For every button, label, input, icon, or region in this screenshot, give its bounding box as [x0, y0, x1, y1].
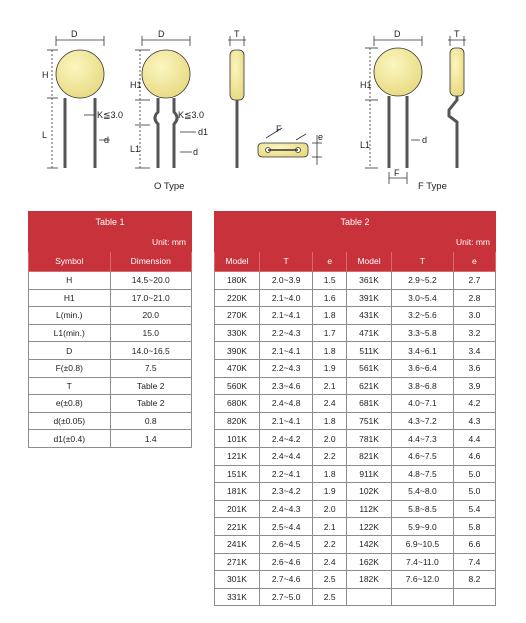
table-cell: 271K: [215, 553, 260, 571]
table-2-unit: Unit: mm: [215, 233, 496, 252]
table-cell: 17.0~21.0: [110, 289, 192, 307]
table-cell: 2.1~4.1: [259, 412, 312, 430]
table-cell: 1.8: [313, 465, 347, 483]
table-1-unit: Unit: mm: [29, 233, 192, 252]
table-row: [29, 359, 192, 377]
table-cell: 20.0: [110, 307, 192, 325]
table-cell: 511K: [347, 342, 392, 360]
table-row: [215, 342, 496, 360]
column-header: Symbol: [29, 252, 111, 272]
table-cell: [453, 588, 495, 606]
bottom-view: [258, 128, 322, 165]
table-cell: 2.1: [313, 518, 347, 536]
table-cell: 2.4~4.8: [259, 395, 312, 413]
o-type-side-view: [228, 36, 246, 168]
table-row: [215, 465, 496, 483]
table-cell: 2.0: [313, 500, 347, 518]
table-cell: 821K: [347, 447, 392, 465]
table-row: [215, 588, 496, 606]
column-header: Model: [215, 252, 260, 272]
table-cell: 471K: [347, 324, 392, 342]
table-cell: 820K: [215, 412, 260, 430]
table-row: [29, 412, 192, 430]
table-row: [29, 272, 192, 290]
table-cell: 3.0~5.4: [392, 289, 454, 307]
dim-l1-label: L1: [360, 140, 371, 150]
table-cell: 2.2: [313, 535, 347, 553]
table-cell: 4.6: [453, 447, 495, 465]
dim-h1-label: H1: [130, 80, 142, 90]
table-cell: 3.0: [453, 307, 495, 325]
table-row: [215, 518, 496, 536]
table-row: [29, 289, 192, 307]
table-cell: 1.5: [313, 272, 347, 290]
table-row: [29, 342, 192, 360]
table-row: [215, 272, 496, 290]
table-cell: 2.5~4.4: [259, 518, 312, 536]
table-cell: 5.0: [453, 465, 495, 483]
table-cell: 5.0: [453, 483, 495, 501]
dim-f-label: F: [394, 168, 400, 178]
table-row: [215, 359, 496, 377]
table-cell: 3.4~6.1: [392, 342, 454, 360]
table-cell: 241K: [215, 535, 260, 553]
table-cell: 220K: [215, 289, 260, 307]
table-cell: 2.4: [313, 395, 347, 413]
table-row: [29, 395, 192, 413]
column-header: e: [313, 252, 347, 272]
table-cell: 4.3~7.2: [392, 412, 454, 430]
table-row: [215, 500, 496, 518]
table-cell: 1.8: [313, 307, 347, 325]
table-cell: 2.2~4.3: [259, 359, 312, 377]
table-cell: 5.4: [453, 500, 495, 518]
table-cell: 2.6~4.6: [259, 553, 312, 571]
dim-d1-label: d1: [198, 127, 209, 137]
table-cell: 2.6~4.5: [259, 535, 312, 553]
table-cell: H1: [29, 289, 111, 307]
table-cell: 5.8: [453, 518, 495, 536]
table-cell: 151K: [215, 465, 260, 483]
table-2-body: [215, 272, 496, 606]
f-type-caption: F Type: [418, 181, 447, 192]
table-cell: 2.0: [313, 430, 347, 448]
table-cell: 3.9: [453, 377, 495, 395]
dim-h-label: H: [42, 70, 49, 80]
table-2-title: Table 2: [215, 212, 496, 233]
table-cell: [392, 588, 454, 606]
o-type-front-view: [47, 36, 110, 170]
table-cell: 5.8~8.5: [392, 500, 454, 518]
table-cell: 560K: [215, 377, 260, 395]
dim-h1-label: H1: [360, 80, 372, 90]
table-cell: 4.8~7.5: [392, 465, 454, 483]
table-cell: 2.1~4.1: [259, 307, 312, 325]
table-cell: 181K: [215, 483, 260, 501]
table-row: [215, 307, 496, 325]
table-cell: 2.3~4.6: [259, 377, 312, 395]
table-cell: 2.8: [453, 289, 495, 307]
dim-l-label: L: [42, 130, 48, 140]
table-cell: 680K: [215, 395, 260, 413]
dim-d-lead-label: d: [422, 135, 428, 145]
dim-d-lead-label: d: [104, 135, 110, 145]
table-cell: 2.7~5.0: [259, 588, 312, 606]
table-row: [29, 377, 192, 395]
table-cell: 2.7~4.6: [259, 571, 312, 589]
table-cell: 102K: [347, 483, 392, 501]
table-cell: 142K: [347, 535, 392, 553]
table-2: [214, 211, 496, 606]
table-cell: 2.1: [313, 377, 347, 395]
table-row: [215, 377, 496, 395]
dim-d-label: D: [394, 29, 401, 39]
table-cell: 751K: [347, 412, 392, 430]
table-cell: 2.2~4.1: [259, 465, 312, 483]
table-cell: 5.9~9.0: [392, 518, 454, 536]
table-cell: 270K: [215, 307, 260, 325]
table-cell: 4.2: [453, 395, 495, 413]
table-cell: 221K: [215, 518, 260, 536]
table-cell: T: [29, 377, 111, 395]
table-cell: 2.1~4.0: [259, 289, 312, 307]
table-cell: 180K: [215, 272, 260, 290]
table-cell: d1(±0.4): [29, 430, 111, 448]
table-cell: 2.5: [313, 571, 347, 589]
table-cell: Table 2: [110, 395, 192, 413]
table-cell: 15.0: [110, 324, 192, 342]
table-cell: 1.8: [313, 342, 347, 360]
table-cell: 6.6: [453, 535, 495, 553]
table-cell: L1(min.): [29, 324, 111, 342]
table-cell: 390K: [215, 342, 260, 360]
table-cell: e(±0.8): [29, 395, 111, 413]
table-cell: 112K: [347, 500, 392, 518]
table-cell: 561K: [347, 359, 392, 377]
table-cell: 2.1~4.1: [259, 342, 312, 360]
table-cell: 2.7: [453, 272, 495, 290]
dim-t-label: T: [234, 29, 240, 39]
table-cell: 2.2~4.3: [259, 324, 312, 342]
table-cell: d(±0.05): [29, 412, 111, 430]
table-1-title: Table 1: [29, 212, 192, 233]
dim-d-label: D: [71, 29, 78, 39]
table-cell: 7.4: [453, 553, 495, 571]
table-cell: 781K: [347, 430, 392, 448]
column-header: Model: [347, 252, 392, 272]
table-cell: 7.4~11.0: [392, 553, 454, 571]
table-cell: 4.4: [453, 430, 495, 448]
table-row: [215, 289, 496, 307]
column-header: T: [392, 252, 454, 272]
table-row: [29, 324, 192, 342]
table-cell: 4.0~7.1: [392, 395, 454, 413]
dim-f-label: F: [276, 124, 282, 134]
table-cell: 4.3: [453, 412, 495, 430]
dim-k-label: K≦3.0: [97, 110, 124, 120]
column-header: e: [453, 252, 495, 272]
table-row: [29, 430, 192, 448]
dimension-diagram: [0, 0, 526, 200]
table-cell: 2.4: [313, 553, 347, 571]
table-cell: 201K: [215, 500, 260, 518]
column-header: T: [259, 252, 312, 272]
table-cell: [347, 588, 392, 606]
table-row: [215, 395, 496, 413]
table-cell: 1.4: [110, 430, 192, 448]
table-row: [215, 430, 496, 448]
dim-l1-label: L1: [130, 144, 141, 154]
table-cell: 2.5: [313, 588, 347, 606]
table-cell: 182K: [347, 571, 392, 589]
table-1-body: [29, 272, 192, 448]
table-row: [215, 535, 496, 553]
table-cell: 3.8~6.8: [392, 377, 454, 395]
table-row: [215, 447, 496, 465]
table-cell: 1.9: [313, 359, 347, 377]
table-cell: 101K: [215, 430, 260, 448]
table-cell: F(±0.8): [29, 359, 111, 377]
table-cell: H: [29, 272, 111, 290]
table-row: [215, 412, 496, 430]
table-row: [215, 483, 496, 501]
table-cell: 8.2: [453, 571, 495, 589]
table-cell: 330K: [215, 324, 260, 342]
table-cell: 1.6: [313, 289, 347, 307]
dim-d-label: D: [158, 29, 165, 39]
table-cell: 361K: [347, 272, 392, 290]
table-cell: D: [29, 342, 111, 360]
table-1: [28, 211, 192, 448]
table-cell: 301K: [215, 571, 260, 589]
table-cell: 162K: [347, 553, 392, 571]
table-cell: 122K: [347, 518, 392, 536]
table-cell: 331K: [215, 588, 260, 606]
table-cell: 1.7: [313, 324, 347, 342]
table-row: [215, 324, 496, 342]
table-row: [215, 571, 496, 589]
dim-k-label: K≦3.0: [178, 110, 205, 120]
table-cell: Table 2: [110, 377, 192, 395]
table-cell: 2.4~4.4: [259, 447, 312, 465]
table-row: [215, 553, 496, 571]
table-cell: 621K: [347, 377, 392, 395]
table-cell: 6.9~10.5: [392, 535, 454, 553]
f-type-front-view: [365, 36, 422, 184]
table-cell: 3.2: [453, 324, 495, 342]
table-cell: 3.3~5.8: [392, 324, 454, 342]
table-cell: 4.4~7.3: [392, 430, 454, 448]
table-cell: 431K: [347, 307, 392, 325]
table-cell: 2.4~4.2: [259, 430, 312, 448]
table-cell: 1.8: [313, 412, 347, 430]
o-type-caption: O Type: [154, 181, 185, 192]
table-cell: 0.8: [110, 412, 192, 430]
table-cell: 14.5~20.0: [110, 272, 192, 290]
table-cell: 2.2: [313, 447, 347, 465]
table-cell: 391K: [347, 289, 392, 307]
table-cell: 5.4~8.0: [392, 483, 454, 501]
table-cell: 911K: [347, 465, 392, 483]
table-cell: 14.0~16.5: [110, 342, 192, 360]
table-cell: 3.2~5.6: [392, 307, 454, 325]
table-cell: 1.9: [313, 483, 347, 501]
column-header: Dimension: [110, 252, 192, 272]
table-cell: 3.6: [453, 359, 495, 377]
table-row: [29, 307, 192, 325]
table-cell: 3.6~6.4: [392, 359, 454, 377]
table-cell: 2.4~4.3: [259, 500, 312, 518]
table-cell: 4.6~7.5: [392, 447, 454, 465]
dim-e-label: e: [318, 132, 324, 142]
dim-t-label: T: [454, 29, 460, 39]
o-type-kinked-view: [135, 36, 199, 168]
table-cell: 470K: [215, 359, 260, 377]
table-cell: 2.9~5.2: [392, 272, 454, 290]
f-type-side-view: [448, 36, 466, 168]
table-cell: 121K: [215, 447, 260, 465]
table-cell: 2.3~4.2: [259, 483, 312, 501]
table-cell: 7.6~12.0: [392, 571, 454, 589]
table-cell: 3.4: [453, 342, 495, 360]
table-cell: 2.0~3.9: [259, 272, 312, 290]
table-cell: L(min.): [29, 307, 111, 325]
table-cell: 681K: [347, 395, 392, 413]
table-cell: 7.5: [110, 359, 192, 377]
dim-d-lead-label: d: [193, 147, 199, 157]
